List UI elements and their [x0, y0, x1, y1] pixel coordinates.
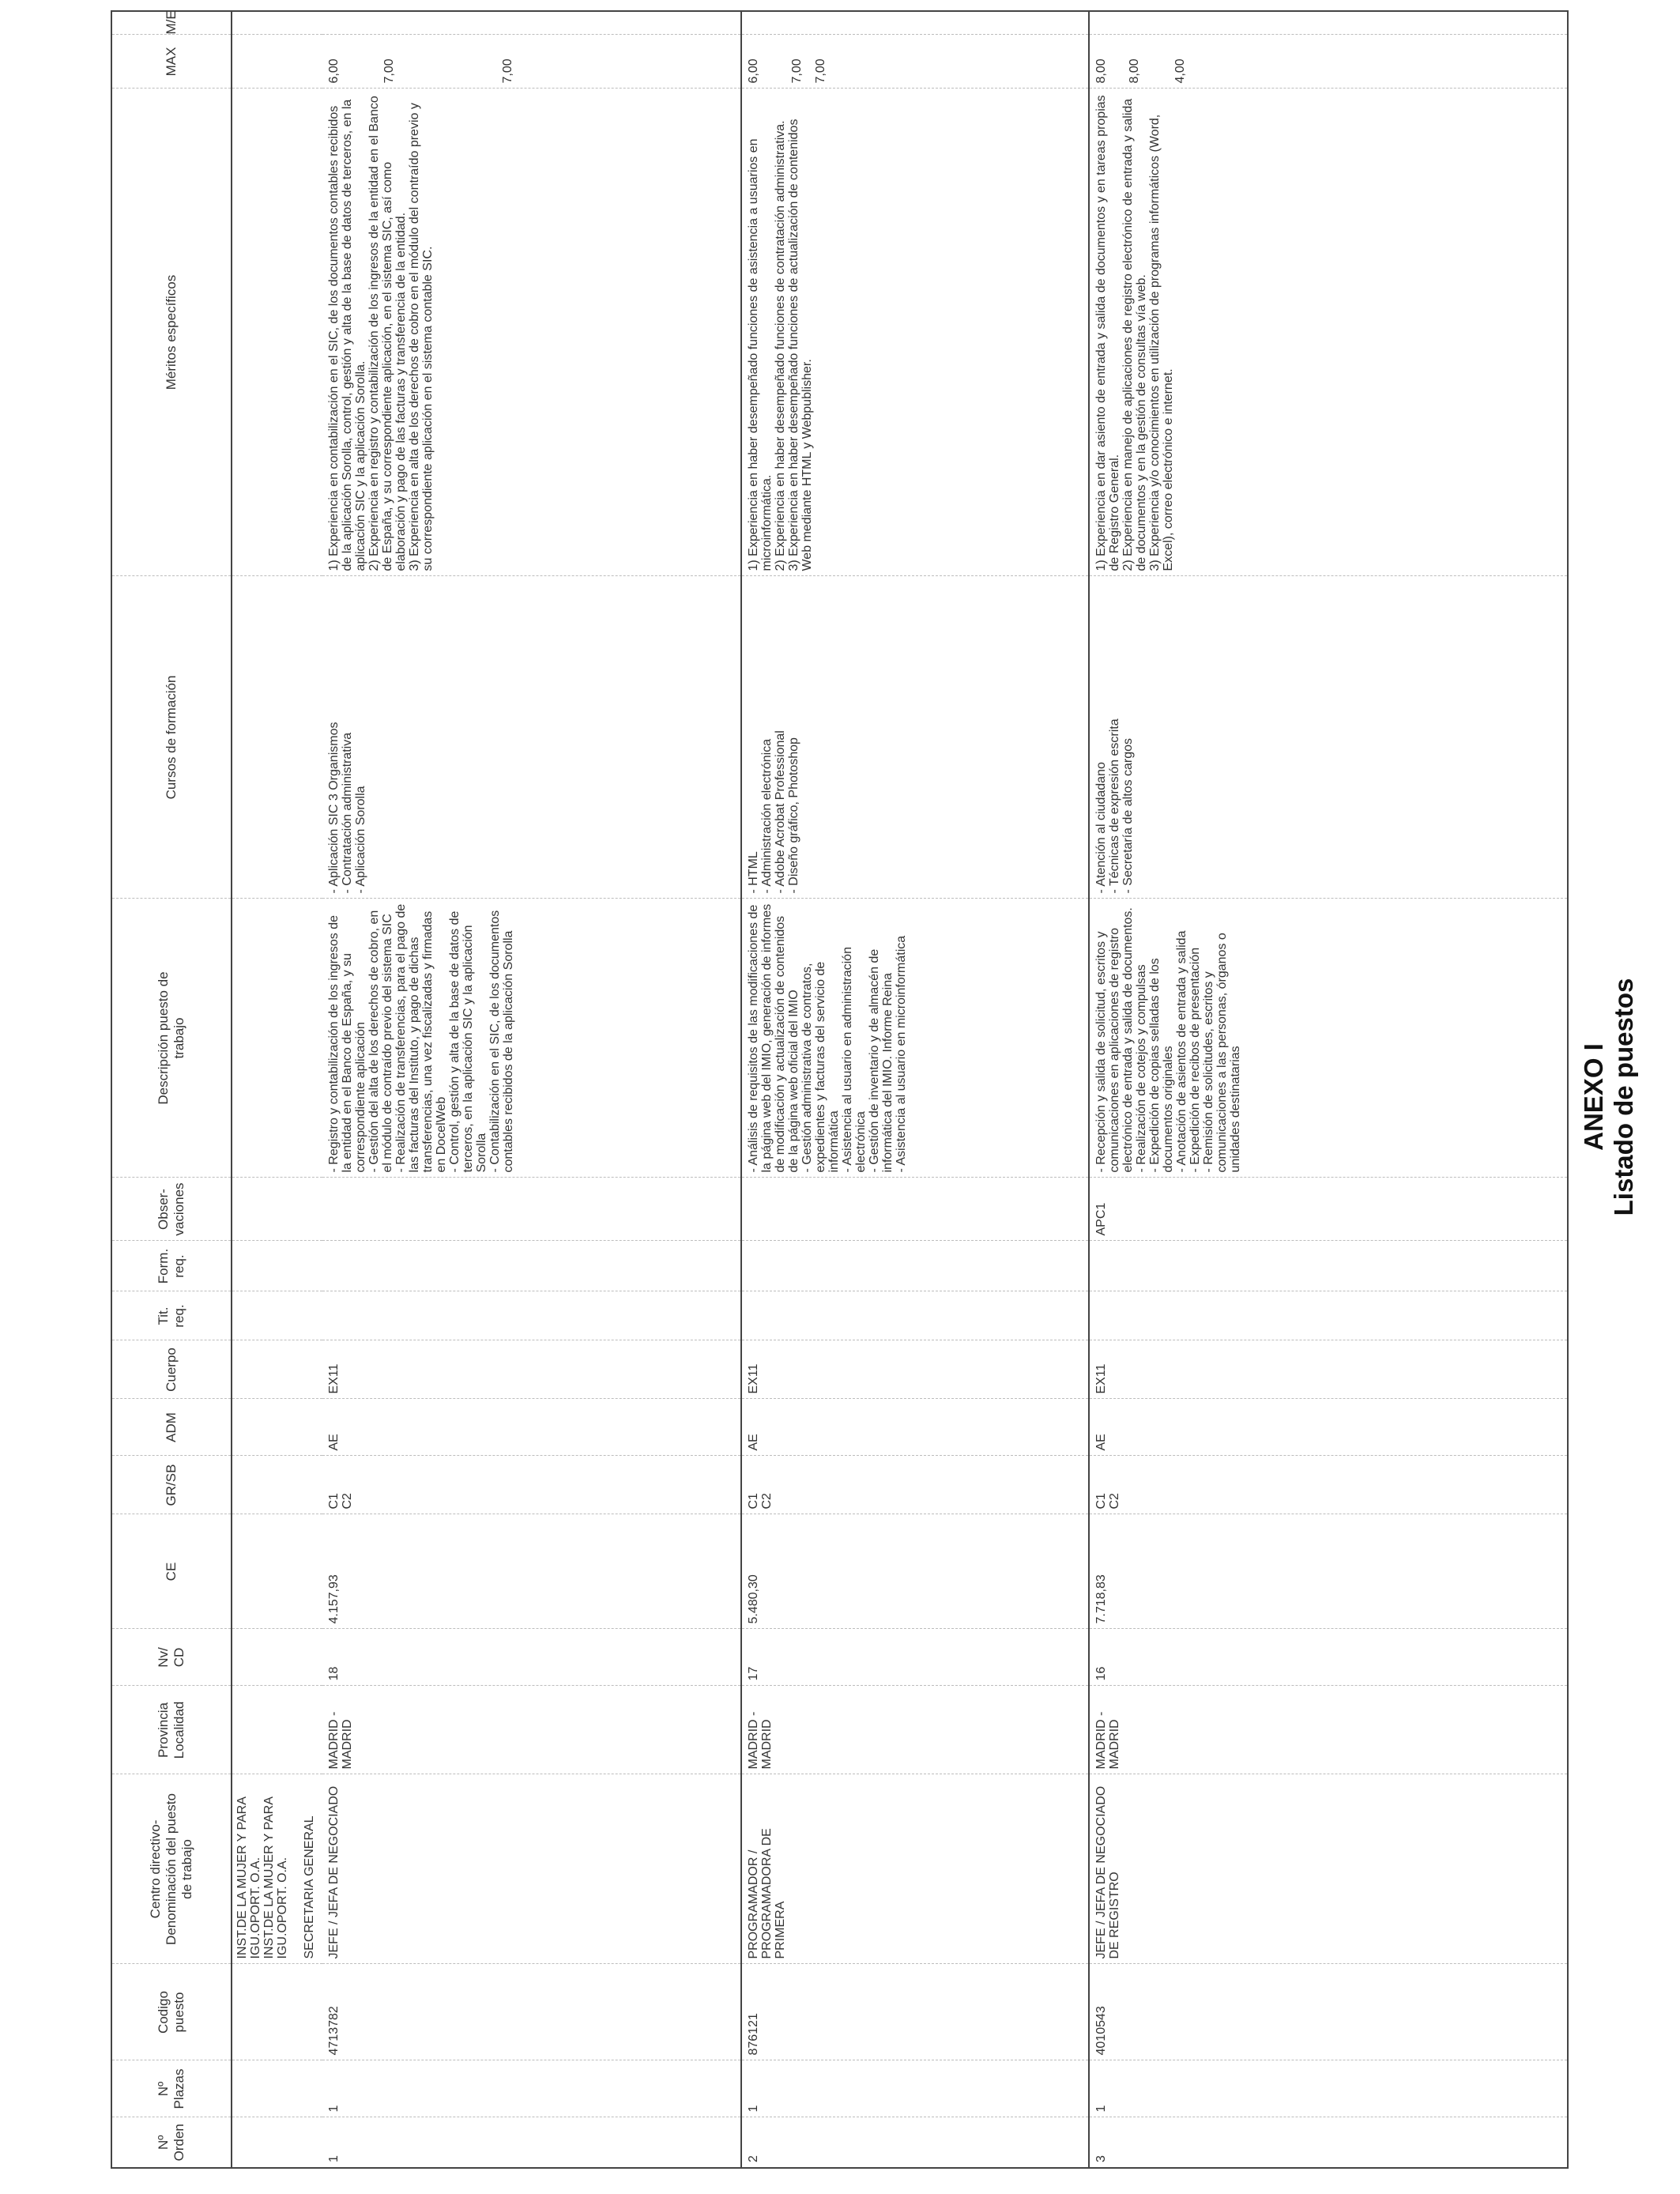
row-tit: [1090, 1292, 1099, 1340]
table-row: [1089, 11, 1568, 2168]
max-value: 7,00: [790, 58, 804, 84]
row-ce: 5.480,30: [747, 1574, 760, 1624]
row-adm: AE: [327, 1434, 341, 1451]
row-descripcion: - Recepción y salida de solicitud, escritos y comunicaciones en aplicaciones de registro electrónico de entrada y salida de documentos. - Realización de cotejos y compulsas - Expedición de copias selladas de los documentos originales - Anotación de asientos de entrada y salida - Expedición de recibos de presentación - Remisión de solicitudes, escritos y comunicaciones a las personas, órganos o unidades destinatarias: [1094, 907, 1242, 1173]
header-me: M/E: [111, 11, 232, 35]
header-grsb: GR/SB: [111, 1456, 232, 1514]
row-form: [1090, 1242, 1099, 1291]
document-title: ANEXO I: [1579, 1043, 1608, 1151]
max-value: 7,00: [814, 58, 827, 84]
row-descripcion: - Análisis de requisitos de las modificaciones de la página web del IMIO, generación de informes de modificación y actualización de contenidos de la página web oficial del IMIO - Gestión administrativa de contratos, expedientes y facturas del servicio de informática - Asistencia al usuario en administración electrónica - Gestión de inventario y de almacén de informática del IMIO. Informe Reina - Asistencia al usuario en microinformática: [747, 903, 908, 1173]
row-cursos: - Atención al ciudadano - Técnicas de expresión escrita - Secretaría de altos cargos: [1094, 718, 1135, 894]
row-obs: APC1: [1094, 1202, 1108, 1236]
max-value: 8,00: [1094, 58, 1108, 84]
header-form: Form. req.: [111, 1241, 232, 1291]
row-grsb: C1 C2: [747, 1493, 774, 1510]
row-cuerpo: EX11: [327, 1363, 341, 1394]
row-denominacion: JEFE / JEFA DE NEGOCIADO: [327, 1785, 341, 1959]
row-max: [742, 36, 832, 89]
header-orden: Nº Orden: [111, 2117, 232, 2168]
max-value: 6,00: [327, 58, 341, 84]
header-ce: CE: [111, 1514, 232, 1629]
row-nivel: 17: [747, 1666, 760, 1681]
row-nivel: 16: [1094, 1666, 1108, 1681]
row-max: [1090, 36, 1192, 89]
row-plazas: 1: [747, 2105, 760, 2113]
header-descripcion: Descripción puesto de trabajo: [111, 899, 232, 1178]
header-cursos: Cursos de formación: [111, 576, 232, 899]
row-meritos: 1) Experiencia en dar asiento de entrada y salida de documentos y en tareas propias de Registro General. 2) Experiencia en manejo de aplicaciones de registro electrónico de entrada y salida de documentos y en la gestión de consultas vía web. 3) Experiencia y/o conocimientos en utilización de programas informáticos (Word, Excel), correo electrónico e internet.: [1094, 95, 1175, 571]
header-plazas: Nº Plazas: [111, 2060, 232, 2117]
document-subtitle: Listado de puestos: [1609, 978, 1638, 1216]
row-grsb: C1 C2: [1094, 1493, 1121, 1510]
header-centro: Centro directivo- Denominación del puesto de trabajo: [111, 1774, 232, 1964]
row-denominacion: PROGRAMADOR / PROGRAMADORA DE PRIMERA: [747, 1828, 787, 1959]
row-nivel: 18: [327, 1666, 341, 1681]
max-value: 7,00: [501, 58, 514, 84]
row-me: [742, 12, 751, 35]
row-cuerpo: EX11: [747, 1363, 760, 1394]
centro-row: [232, 11, 322, 2168]
header-tit: Tit. req.: [111, 1291, 232, 1340]
header-provincia: Provincia Localidad: [111, 1686, 232, 1774]
row-obs: [322, 1178, 332, 1241]
row-orden: 3: [1094, 2155, 1108, 2162]
row-tit: [742, 1292, 751, 1340]
table-row: [741, 11, 1089, 2168]
row-ce: 4.157,93: [327, 1574, 341, 1624]
row-orden: 2: [747, 2155, 760, 2162]
row-codigo: 876121: [747, 2013, 760, 2056]
row-obs: [742, 1178, 751, 1241]
row-provincia: MADRID - MADRID: [327, 1711, 354, 1770]
row-provincia: MADRID - MADRID: [747, 1711, 774, 1770]
row-me: [1090, 12, 1099, 35]
row-max: [322, 36, 519, 89]
header-codigo: Codigo puesto: [111, 1964, 232, 2060]
row-meritos: 1) Experiencia en haber desempeñado funciones de asistencia a usuarios en microinformática. 2) Experiencia en haber desempeñado funciones de contratación administrativa. 3) Experiencia en haber desempeñado funciones de actualización de contenidos Web mediante HTML y Webpublisher.: [747, 119, 814, 571]
row-descripcion: - Registro y contabilización de los ingresos de la entidad en el Banco de España, y su correspondiente aplicación - Gestión del alta de los derechos de cobro, en el módulo de contraído previo del sistema SIC - Realización de transferencias, para el pago de las facturas del Instituto, y pago de dichas transferencias, una vez fiscalizadas y firmadas en DocelWeb - Control, gestión y alta de la base de datos de terceros, en la aplicación SIC y la aplicación Sorolla - Contabilización en el SIC, de los documentos contables recibidos de la aplicación Sorolla: [327, 903, 515, 1173]
row-orden: 1: [327, 2155, 341, 2162]
max-value: 6,00: [747, 58, 760, 84]
row-form: [742, 1242, 751, 1291]
row-adm: AE: [1094, 1434, 1108, 1451]
header-row: [111, 11, 232, 2168]
max-value: 8,00: [1128, 58, 1141, 84]
row-ce: 7.718,83: [1094, 1574, 1108, 1624]
positions-table: [111, 10, 1569, 2169]
max-value: 7,00: [382, 58, 396, 84]
row-denominacion: JEFE / JEFA DE NEGOCIADO DE REGISTRO: [1094, 1785, 1121, 1959]
row-adm: AE: [747, 1434, 760, 1451]
header-max: MAX: [111, 35, 232, 89]
row-codigo: 4010543: [1094, 2006, 1108, 2056]
row-codigo: 4713782: [327, 2006, 341, 2056]
header-cuerpo: Cuerpo: [111, 1340, 232, 1399]
row-plazas: 1: [1094, 2105, 1108, 2113]
header-nivel: Nv/ CD: [111, 1629, 232, 1686]
row-cuerpo: EX11: [1094, 1363, 1108, 1394]
max-value: 4,00: [1173, 58, 1187, 84]
row-provincia: MADRID - MADRID: [1094, 1711, 1121, 1770]
row-me: [322, 12, 332, 35]
row-form: [322, 1242, 332, 1291]
row-plazas: 1: [327, 2105, 341, 2113]
header-meritos: Méritos específicos: [111, 89, 232, 576]
row-cursos: - HTML - Administración electrónica - Adobe Acrobat Professional - Diseño gráfico, Photoshop: [747, 730, 800, 894]
row-tit: [322, 1292, 332, 1340]
header-adm: ADM: [111, 1399, 232, 1456]
centro-directivo: INST.DE LA MUJER Y PARA IGU.OPORT. O.A. INST.DE LA MUJER Y PARA IGU.OPORT. O.A. SECRETARIA GENERAL: [235, 1796, 316, 1959]
row-meritos: 1) Experiencia en contabilización en el SIC, de los documentos contables recibidos de la aplicación Sorolla, control, gestión y alta de la base de datos de terceros, en la aplicación SIC y la aplicación Sorolla. 2) Experiencia en registro y contabilización de los ingresos de la entidad en el Banco de España, y su correspondiente aplicación, en el sistema SIC, así como elaboración y pago de las facturas y transferencia de la entidad. 3) Experiencia en alta de los derechos de cobro en el módulo del contraído previo y su correspondiente aplicación en el sistema contable SIC.: [327, 96, 435, 571]
row-grsb: C1 C2: [327, 1493, 354, 1510]
row-cursos: - Aplicación SIC 3 Organismos - Contratación administrativa - Aplicación Sorolla: [327, 722, 367, 894]
table-row: [322, 11, 741, 2168]
header-obs: Obser- vaciones: [111, 1178, 232, 1241]
